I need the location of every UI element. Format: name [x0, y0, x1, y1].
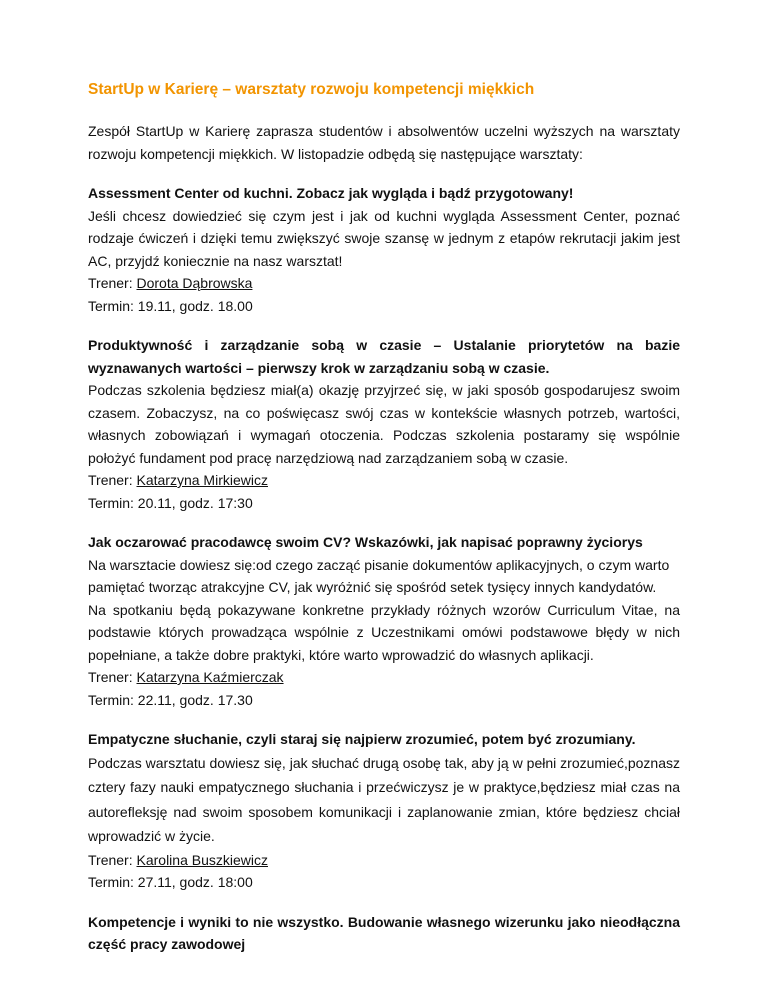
workshop-date: Termin: 27.11, godz. 18:00 — [88, 874, 253, 890]
trainer-label: Trener: — [88, 472, 137, 488]
workshop-personal-branding — [88, 911, 680, 956]
intro-paragraph: Zespół StartUp w Karierę zaprasza studentów i absolwentów uczelni wyższych na warsztaty rozwoju kompetencji miękkich. W listopadzie odbędą się następujące warsztaty: — [88, 123, 680, 162]
workshop-description: Podczas warsztatu dowiesz się, jak słuchać drugą osobę tak, aby ją w pełni zrozumieć,poznasz cztery fazy nauki empatycznego słuchania i przećwiczysz je w praktyce,będziesz miał czas na autorefleksję nad swoim sposobem komunikacji i zaplanowanie zmian, które będziesz chciał wprowadzić w życie. — [88, 754, 680, 844]
trainer-link[interactable]: Dorota Dąbrowska — [136, 275, 253, 291]
workshop-trainer — [88, 272, 680, 295]
workshop-trainer — [88, 849, 680, 872]
workshop-title: Jak oczarować pracodawcę swoim CV? Wskazówki, jak napisać poprawny życiorys — [88, 534, 643, 550]
workshop-date: Termin: 22.11, godz. 17.30 — [88, 691, 253, 708]
workshop-description-part-1: Na warsztacie dowiesz się:od czego zacząć pisanie dokumentów aplikacyjnych, o czym warto pamiętać tworząc atrakcyjne CV, jak wyróżnić się spośród setek tysięcy innych kandydatów. — [88, 556, 670, 595]
workshop-description-part-2: Na spotkaniu będą pokazywane konkretne przykłady różnych wzorów Curriculum Vitae, na podstawie których prowadząca wspólnie z Uczestnikami omówi podstawowe błędy w nich popełniane, a także dobre praktyki, które warto wprowadzić do własnych aplikacji. — [88, 601, 680, 663]
workshop-title: Kompetencje i wyniki to nie wszystko. Budowanie własnego wizerunku jako nieodłączna część pracy zawodowej — [88, 913, 680, 952]
workshop-title: Empatyczne słuchanie, czyli staraj się najpierw zrozumieć, potem być zrozumiany. — [88, 731, 636, 747]
workshop-description: Jeśli chcesz dowiedzieć się czym jest i jak od kuchni wygląda Assessment Center, poznać rodzaje ćwiczeń i dzięki temu zwiększyć swoje szansę w jednym z etapów rekrutacji jakim jest AC, przyjdź koniecznie na nasz warsztat! — [88, 207, 680, 269]
workshop-cv — [88, 531, 680, 711]
trainer-link[interactable]: Karolina Buszkiewicz — [136, 851, 268, 868]
trainer-link[interactable]: Katarzyna Mirkiewicz — [136, 472, 268, 488]
workshop-trainer — [88, 469, 680, 492]
workshop-title: Assessment Center od kuchni. Zobacz jak wygląda i bądź przygotowany! — [88, 185, 574, 201]
workshop-date: Termin: 20.11, godz. 17:30 — [88, 494, 253, 511]
workshop-trainer — [88, 666, 680, 689]
trainer-label: Trener: — [88, 669, 137, 685]
trainer-label: Trener: — [88, 851, 137, 868]
workshop-time-management — [88, 334, 680, 514]
workshop-empathic-listening — [88, 728, 680, 894]
page-title: StartUp w Karierę – warsztaty rozwoju kompetencji miękkich — [88, 81, 535, 98]
workshop-assessment-center — [88, 182, 680, 317]
trainer-label: Trener: — [88, 275, 137, 291]
workshop-date: Termin: 19.11, godz. 18.00 — [88, 297, 253, 314]
workshop-description: Podczas szkolenia będziesz miał(a) okazję przyjrzeć się, w jaki sposób gospodarujesz swoim czasem. Zobaczysz, na co poświęcasz swój czas w kontekście własnych potrzeb, wartości, własnych zobowiązań i wymagań otoczenia. Podczas szkolenia postaramy się wspólnie położyć fundament pod pracę narzędziową nad zarządzaniem sobą w czasie. — [88, 382, 680, 466]
trainer-link[interactable]: Katarzyna Kaźmierczak — [136, 669, 284, 685]
workshop-title: Produktywność i zarządzanie sobą w czasie – Ustalanie priorytetów na bazie wyznawanych wartości – pierwszy krok w zarządzaniu sobą w czasie. — [88, 337, 680, 376]
